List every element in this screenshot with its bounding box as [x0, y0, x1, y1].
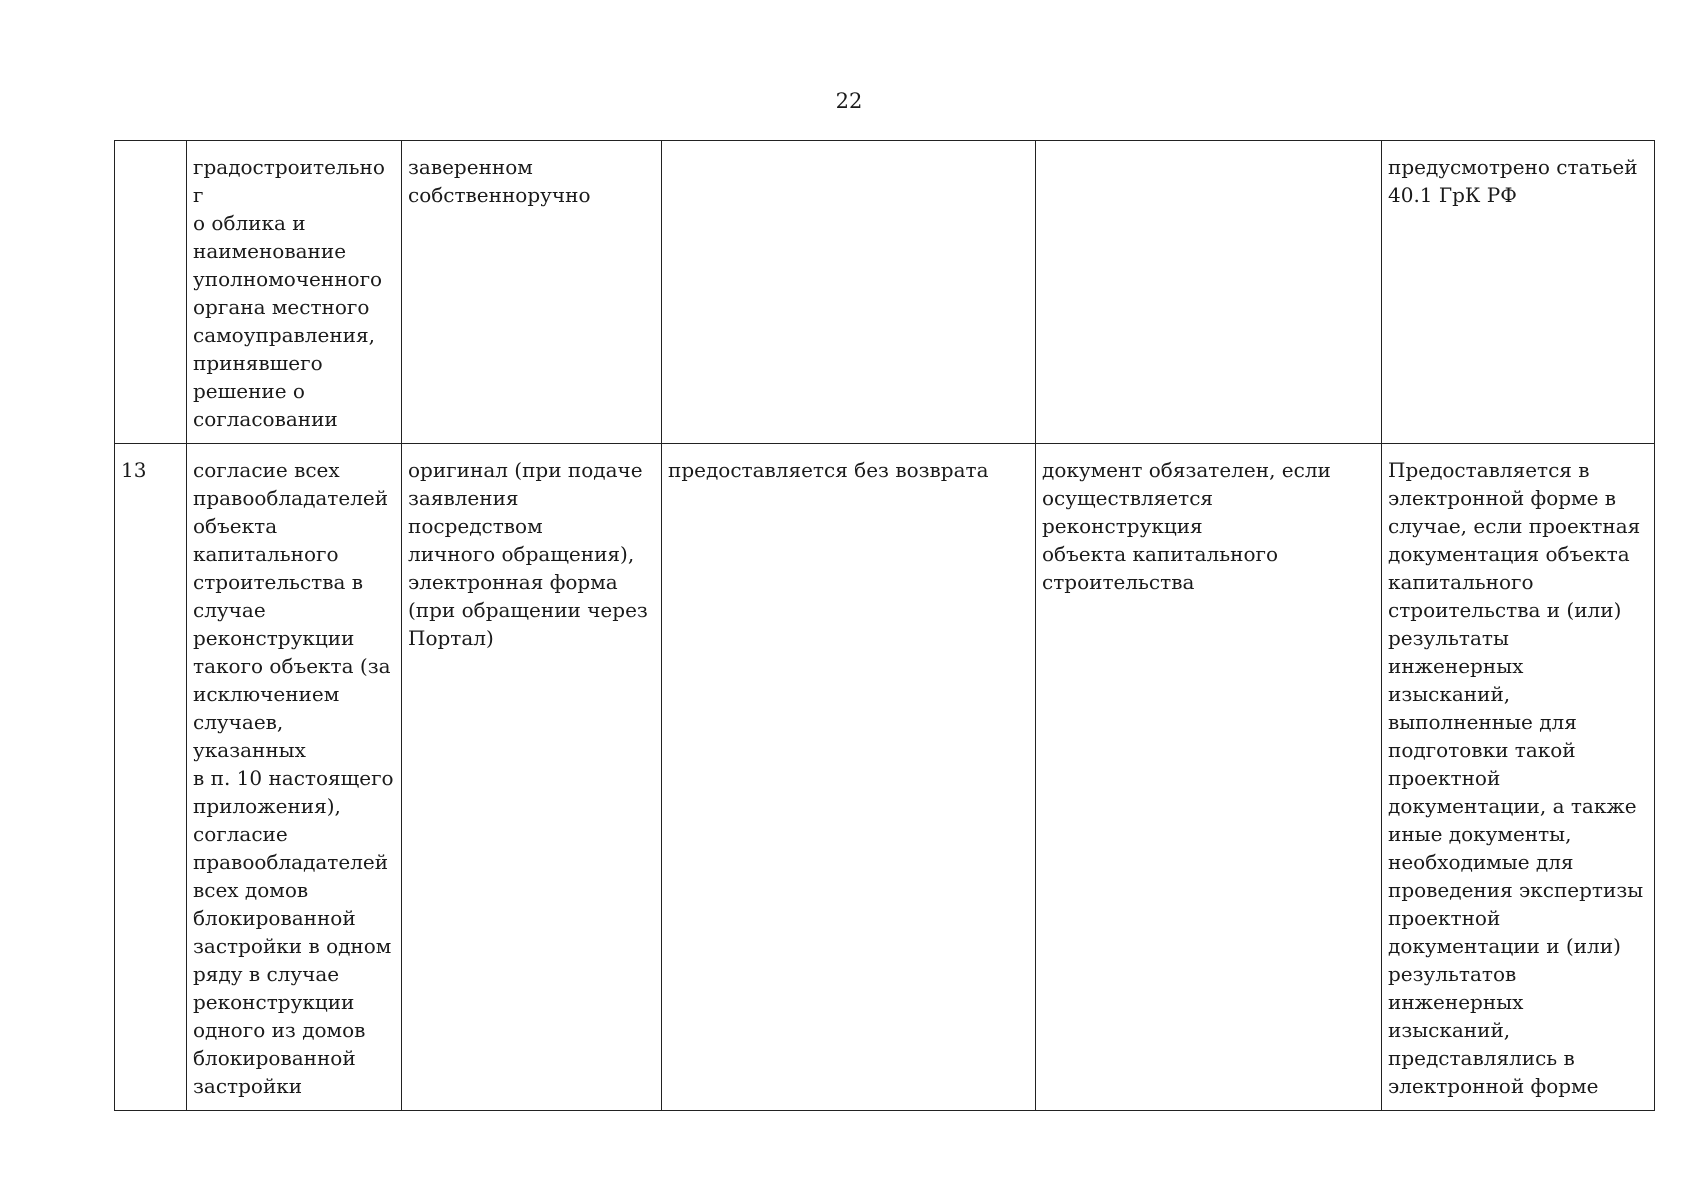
document-form-cell: оригинал (при подаче заявления посредством личного обращения), электронная форма (при обращении через Портал)	[402, 444, 662, 1111]
requirement-condition-cell	[1036, 141, 1382, 444]
document-name-cell: согласие всех правообладателей объекта капитального строительства в случае реконструкции такого объекта (за исключением случаев, указанных в п. 10 настоящего приложения), согласие правообладателей всех домов блокированной застройки в одном ряду в случае реконструкции одного из домов блокированной застройки	[187, 444, 402, 1111]
table-row	[115, 444, 1655, 1111]
notes-cell: Предоставляется в электронной форме в случае, если проектная документация объекта капитального строительства и (или) результаты инженерных изысканий, выполненные для подготовки такой проектной документации, а также иные документы, необходимые для проведения экспертизы проектной документации и (или) результатов инженерных изысканий, представлялись в электронной форме	[1382, 444, 1655, 1111]
row-number-cell	[115, 141, 187, 444]
return-terms-cell	[662, 141, 1036, 444]
return-terms-cell: предоставляется без возврата	[662, 444, 1036, 1111]
row-number-cell: 13	[115, 444, 187, 1111]
notes-cell: предусмотрено статьей 40.1 ГрК РФ	[1382, 141, 1655, 444]
requirement-condition-cell: документ обязателен, если осуществляется реконструкция объекта капитального строительства	[1036, 444, 1382, 1111]
document-table	[114, 140, 1655, 1111]
document-name-cell: градостроительног о облика и наименование уполномоченного органа местного самоуправления, принявшего решение о согласовании	[187, 141, 402, 444]
table-row	[115, 141, 1655, 444]
page-number: 22	[835, 89, 863, 113]
document-form-cell: заверенном собственноручно	[402, 141, 662, 444]
